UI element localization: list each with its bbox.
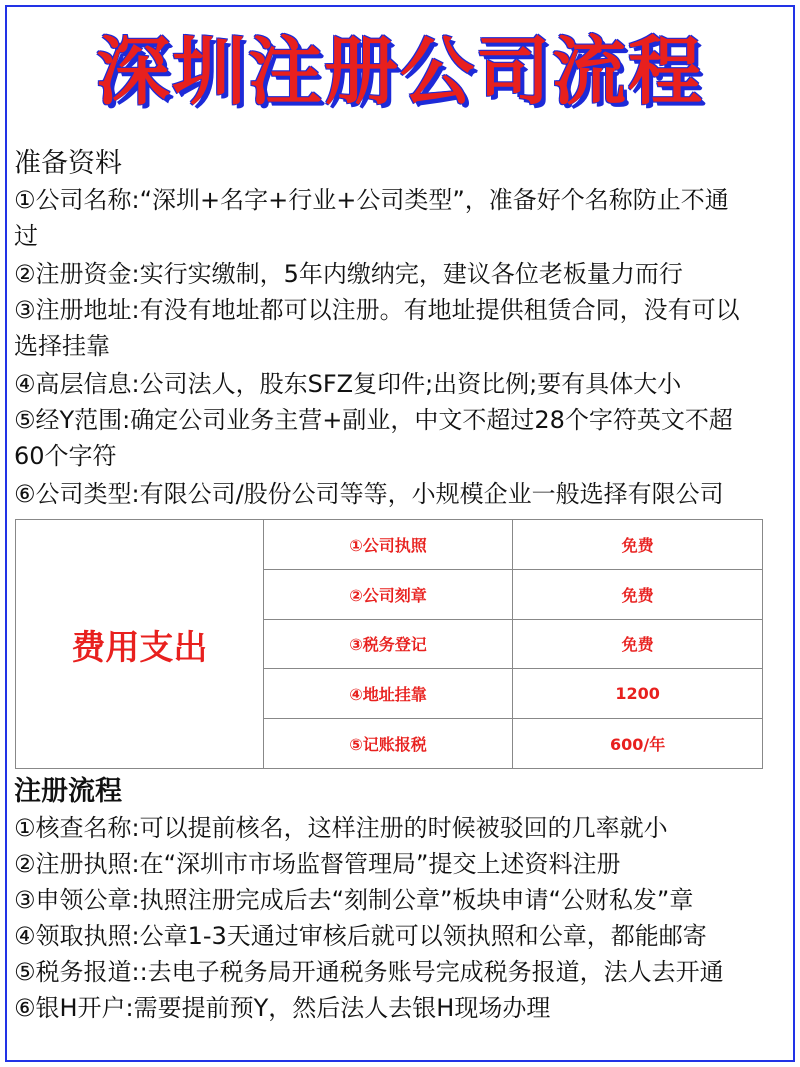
fee-item: ⑤记账报税 bbox=[263, 719, 513, 769]
prep-line: ⑤经Y范围:确定公司业务主营+副业，中文不超过28个字符英文不超 bbox=[14, 406, 733, 434]
prep-line: ⑥公司类型:有限公司/股份公司等等，小规模企业一般选择有限公司 bbox=[14, 480, 724, 508]
fee-price: 600/年 bbox=[513, 719, 763, 769]
fee-price: 免费 bbox=[513, 569, 763, 619]
process-line: ②注册执照:在“深圳市市场监督管理局”提交上述资料注册 bbox=[14, 850, 621, 878]
prep-heading: 准备资料 bbox=[14, 148, 122, 179]
fee-table-label: 费用支出 bbox=[16, 520, 264, 769]
prep-line: ③注册地址:有没有地址都可以注册。有地址提供租赁合同，没有可以 bbox=[14, 296, 740, 324]
process-heading: 注册流程 bbox=[14, 776, 122, 807]
fee-table bbox=[15, 519, 763, 769]
fee-item: ④地址挂靠 bbox=[263, 669, 513, 719]
prep-line: ④高层信息:公司法人，股东SFZ复印件;出资比例;要有具体大小 bbox=[14, 370, 682, 398]
process-line: ③申领公章:执照注册完成后去“刻制公章”板块申请“公财私发”章 bbox=[14, 886, 694, 914]
prep-line: ②注册资金:实行实缴制，5年内缴纳完，建议各位老板量力而行 bbox=[14, 260, 683, 288]
fee-item: ①公司执照 bbox=[263, 520, 513, 570]
process-section bbox=[14, 774, 786, 1026]
prep-line: 过 bbox=[14, 222, 38, 250]
prep-line: 60个字符 bbox=[14, 442, 117, 470]
process-line: ①核查名称:可以提前核名，这样注册的时候被驳回的几率就小 bbox=[14, 814, 668, 842]
fee-item: ②公司刻章 bbox=[263, 569, 513, 619]
process-line: ⑥银H开户:需要提前预Y，然后法人去银H现场办理 bbox=[14, 994, 551, 1022]
fee-price: 1200 bbox=[513, 669, 763, 719]
prep-line: ①公司名称:“深圳+名字+行业+公司类型”，准备好个名称防止不通 bbox=[14, 186, 729, 214]
fee-price: 免费 bbox=[513, 619, 763, 669]
fee-row bbox=[16, 520, 763, 570]
prep-section bbox=[14, 146, 786, 512]
page-title: 深圳注册公司流程 bbox=[96, 29, 704, 115]
fee-item: ③税务登记 bbox=[263, 619, 513, 669]
prep-line: 选择挂靠 bbox=[14, 332, 110, 360]
process-line: ⑤税务报道::去电子税务局开通税务账号完成税务报道，法人去开通 bbox=[14, 958, 724, 986]
process-line: ④领取执照:公章1-3天通过审核后就可以领执照和公章，都能邮寄 bbox=[14, 922, 707, 950]
fee-price: 免费 bbox=[513, 520, 763, 570]
